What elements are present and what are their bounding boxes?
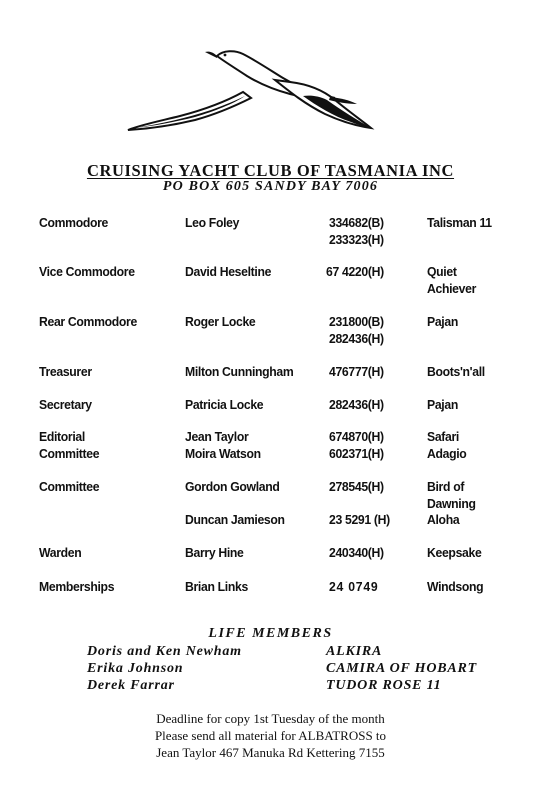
officer-role: Editorial Committee [39, 429, 100, 461]
officer-role: Secretary [39, 397, 92, 412]
officer-yacht: Keepsake [427, 545, 482, 560]
life-member-boat: CAMIRA OF HOBART [326, 661, 478, 676]
officer-name: David Heseltine [185, 264, 272, 279]
footer-address: Jean Taylor 467 Manuka Rd Kettering 7155 [156, 745, 385, 760]
officer-role: Memberships [39, 579, 115, 594]
officer-name: Leo Foley [185, 215, 240, 230]
officer-phone: 240340(H) [329, 545, 384, 560]
officer-role: Rear Commodore [39, 314, 137, 329]
life-member-boat: TUDOR ROSE 11 [326, 678, 442, 693]
officer-name: Duncan Jamieson [185, 512, 285, 527]
officer-yacht: Safari Adagio [427, 429, 467, 461]
officer-phone: 476777(H) [329, 364, 384, 379]
officer-phone: 67 4220(H) [326, 264, 384, 279]
officer-role: Treasurer [39, 364, 92, 379]
club-address: PO BOX 605 SANDY BAY 7006 [162, 179, 379, 194]
officer-phone: 24 0749 [329, 579, 379, 594]
officer-phone: 674870(H) 602371(H) [329, 429, 384, 461]
officer-name: Milton Cunningham [185, 364, 294, 379]
officer-name: Brian Links [185, 579, 248, 594]
officer-name: Barry Hine [185, 545, 244, 560]
officer-name: Gordon Gowland [185, 479, 280, 494]
footer-send-material: Please send all material for ALBATROSS to [154, 728, 387, 743]
officer-yacht: Windsong [427, 579, 484, 594]
officer-phone: 23 5291 (H) [329, 512, 390, 527]
officer-phone: 278545(H) [329, 479, 384, 494]
footer-notice [0, 710, 541, 761]
life-members-heading: LIFE MEMBERS [208, 626, 333, 641]
officer-role: Committee [39, 479, 100, 494]
officer-phone: 231800(B) 282436(H) [329, 314, 384, 346]
life-member-name: Derek Farrar [87, 678, 175, 693]
officer-role: Warden [39, 545, 82, 560]
officer-phone: 282436(H) [329, 397, 384, 412]
officer-yacht: Aloha [427, 512, 460, 527]
officer-name: Jean Taylor Moira Watson [185, 429, 261, 461]
officer-yacht: Pajan [427, 397, 458, 412]
life-member-name: Erika Johnson [87, 661, 184, 676]
officer-yacht: Boots'n'all [427, 364, 485, 379]
officer-yacht: Bird of Dawning [427, 479, 476, 511]
officer-phone: 334682(B) 233323(H) [329, 215, 384, 247]
life-member-boat: ALKIRA [326, 644, 383, 659]
club-title: CRUISING YACHT CLUB OF TASMANIA INC [86, 161, 455, 180]
officer-role: Vice Commodore [39, 264, 135, 279]
officer-yacht: Talisman 11 [427, 215, 492, 230]
officer-name: Patricia Locke [185, 397, 264, 412]
officer-yacht: Pajan [427, 314, 458, 329]
life-member-name: Doris and Ken Newham [87, 644, 242, 659]
officer-name: Roger Locke [185, 314, 256, 329]
officer-yacht: Quiet Achiever [427, 264, 476, 296]
footer-deadline: Deadline for copy 1st Tuesday of the month [156, 711, 385, 726]
officer-role: Commodore [39, 215, 109, 230]
